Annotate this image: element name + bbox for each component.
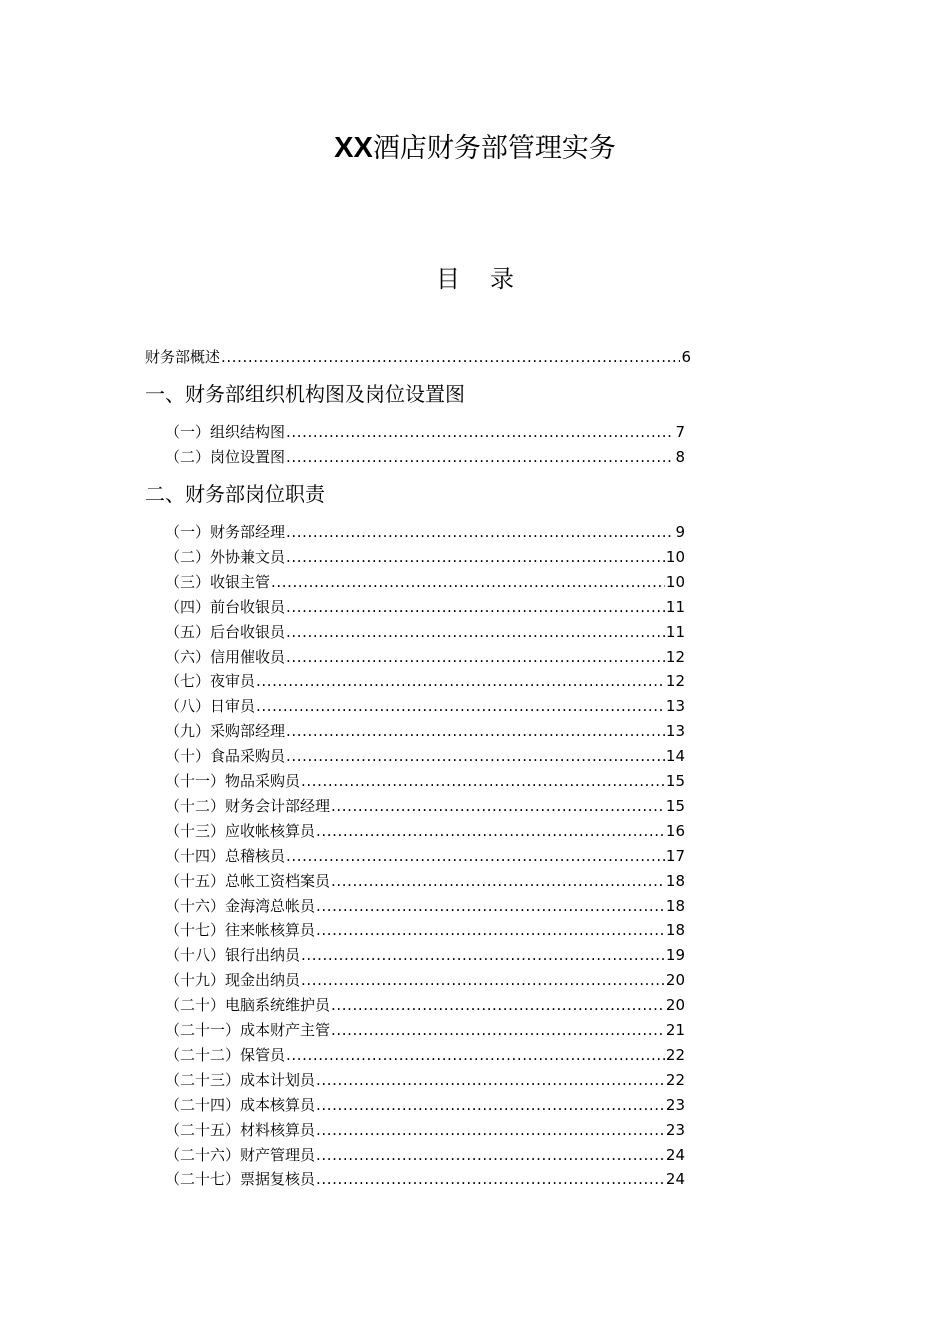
toc-page-number: 21 <box>665 1021 685 1039</box>
toc-page-number: 13 <box>665 722 685 741</box>
toc-entry-label: （二十）电脑系统维护员 <box>165 996 331 1015</box>
toc-dot-leader <box>331 1020 665 1040</box>
toc-dot-leader <box>316 1120 665 1140</box>
toc-dot-leader <box>316 920 665 940</box>
toc-entry[interactable] <box>165 995 685 1015</box>
toc-entry[interactable] <box>165 896 685 916</box>
toc-page-number: 9 <box>675 523 685 541</box>
toc-dot-leader <box>316 821 665 841</box>
toc-entry[interactable] <box>165 1045 685 1065</box>
toc-entry[interactable] <box>165 970 685 990</box>
toc-dot-leader <box>331 796 665 816</box>
toc-page-number: 10 <box>665 547 685 566</box>
toc-entry[interactable] <box>165 671 685 691</box>
toc-entry-label: （一）组织结构图 <box>165 423 286 441</box>
toc-entry-label: （十八）银行出纳员 <box>165 946 301 965</box>
toc-entry[interactable] <box>165 1120 685 1140</box>
toc-page-number: 19 <box>665 946 685 965</box>
toc-page-number: 18 <box>665 896 685 915</box>
toc-section-heading-2[interactable]: 二、财务部岗位职责 <box>145 482 325 506</box>
toc-entry-label: （五）后台收银员 <box>165 622 286 641</box>
toc-entry-label: （二十六）财产管理员 <box>165 1145 316 1164</box>
toc-page-number: 20 <box>665 996 685 1015</box>
toc-entry-label: （二十三）成本计划员 <box>165 1070 316 1089</box>
toc-entry[interactable] <box>165 547 685 567</box>
toc-page-number: 15 <box>665 772 685 790</box>
toc-entry-label: （一）财务部经理 <box>165 523 286 541</box>
toc-page-number: 12 <box>665 672 685 691</box>
toc-entry-label: （十六）金海湾总帐员 <box>165 896 316 915</box>
toc-dot-leader <box>286 746 665 766</box>
toc-entry[interactable] <box>165 1145 685 1165</box>
toc-entry-label: （二）岗位设置图 <box>165 448 286 466</box>
toc-dot-leader <box>256 671 665 691</box>
toc-entry-label: （二十四）成本核算员 <box>165 1095 316 1114</box>
toc-dot-leader <box>316 1070 665 1090</box>
toc-entry-overview[interactable] <box>145 347 691 367</box>
toc-dot-leader <box>286 597 665 617</box>
toc-entry[interactable] <box>165 622 685 642</box>
toc-entry[interactable] <box>165 721 685 741</box>
toc-entry-label: （四）前台收银员 <box>165 597 286 616</box>
toc-entry-label: （二十二）保管员 <box>165 1045 286 1064</box>
toc-entry[interactable] <box>165 871 685 891</box>
toc-entry-label: （十）食品采购员 <box>165 747 286 766</box>
toc-dot-leader <box>301 771 665 791</box>
toc-dot-leader <box>286 721 665 741</box>
toc-entry-label: （七）夜审员 <box>165 672 256 691</box>
toc-entry-label: （二十一）成本财产主管 <box>165 1021 331 1039</box>
toc-entry-label: （十四）总稽核员 <box>165 846 286 865</box>
toc-page-number: 24 <box>665 1170 685 1189</box>
document-title-text: 酒店财务部管理实务 <box>372 133 616 164</box>
toc-dot-leader <box>316 1145 665 1165</box>
toc-dot-leader <box>331 871 665 891</box>
toc-entry[interactable] <box>165 597 685 617</box>
toc-dot-leader <box>221 347 680 367</box>
toc-dot-leader <box>286 447 674 467</box>
toc-page-number: 10 <box>665 572 685 591</box>
toc-dot-leader <box>316 1169 665 1189</box>
toc-dot-leader <box>286 522 674 542</box>
toc-entry-label: （三）收银主管 <box>165 572 271 591</box>
toc-entry[interactable] <box>165 796 685 816</box>
toc-dot-leader <box>286 1045 665 1065</box>
toc-entry-label: 财务部概述 <box>145 348 221 366</box>
toc-entry[interactable] <box>165 522 685 542</box>
toc-page-number: 17 <box>665 846 685 865</box>
toc-dot-leader <box>331 995 665 1015</box>
toc-dot-leader <box>256 696 665 716</box>
toc-entry-label: （九）采购部经理 <box>165 722 286 741</box>
toc-dot-leader <box>286 547 665 567</box>
toc-page-number: 18 <box>665 871 685 890</box>
toc-page-number: 20 <box>665 971 685 990</box>
toc-entry[interactable] <box>165 1070 685 1090</box>
toc-page-number: 13 <box>665 697 685 716</box>
toc-entry-label: （十五）总帐工资档案员 <box>165 871 331 890</box>
toc-page-number: 18 <box>665 921 685 940</box>
toc-dot-leader <box>286 622 665 642</box>
toc-page-number: 23 <box>665 1120 685 1139</box>
toc-section-heading-1[interactable]: 一、财务部组织机构图及岗位设置图 <box>145 382 465 406</box>
toc-dot-leader <box>286 647 665 667</box>
toc-dot-leader <box>316 1095 665 1115</box>
toc-page-number: 6 <box>681 348 691 366</box>
toc-page-number: 15 <box>665 796 685 815</box>
toc-dot-leader <box>301 970 665 990</box>
toc-entry[interactable] <box>165 920 685 940</box>
toc-entry[interactable] <box>165 1169 685 1189</box>
document-title <box>0 128 950 169</box>
toc-entry-label: （十七）往来帐核算员 <box>165 921 316 940</box>
toc-entry[interactable] <box>165 696 685 716</box>
toc-page-number: 22 <box>665 1045 685 1064</box>
toc-dot-leader <box>271 572 665 592</box>
toc-page-number: 16 <box>665 821 685 840</box>
toc-entry[interactable] <box>165 447 685 467</box>
toc-entry[interactable] <box>165 771 685 791</box>
toc-page-number: 8 <box>675 448 685 466</box>
toc-page-number: 23 <box>665 1095 685 1114</box>
toc-entry[interactable] <box>165 1020 685 1040</box>
toc-entry-label: （二）外协兼文员 <box>165 547 286 566</box>
toc-entry[interactable] <box>165 422 685 442</box>
toc-entry-label: （十三）应收帐核算员 <box>165 821 316 840</box>
toc-page-number: 11 <box>665 622 685 641</box>
toc-page-number: 14 <box>665 747 685 766</box>
toc-entry-label: （六）信用催收员 <box>165 647 286 666</box>
document-title-brand: XX <box>334 132 373 164</box>
toc-entry[interactable] <box>165 647 685 667</box>
toc-dot-leader <box>316 896 665 916</box>
toc-dot-leader <box>286 846 665 866</box>
toc-entry[interactable] <box>165 821 685 841</box>
toc-entry-label: （二十七）票据复核员 <box>165 1170 316 1189</box>
toc-dot-leader <box>301 945 665 965</box>
toc-entry[interactable] <box>165 945 685 965</box>
toc-page-number: 12 <box>665 647 685 666</box>
toc-entry[interactable] <box>165 846 685 866</box>
toc-entry-label: （十九）现金出纳员 <box>165 971 301 990</box>
toc-entry-label: （八）日审员 <box>165 697 256 716</box>
toc-entry-label: （十二）财务会计部经理 <box>165 796 331 815</box>
toc-page-number: 22 <box>665 1070 685 1089</box>
toc-page-number: 24 <box>665 1145 685 1164</box>
toc-entry-label: （十一）物品采购员 <box>165 772 301 790</box>
toc-heading: 目录 <box>436 265 544 293</box>
toc-entry[interactable] <box>165 746 685 766</box>
toc-entry[interactable] <box>165 572 685 592</box>
toc-page-number: 7 <box>675 423 685 441</box>
toc-page-number: 11 <box>665 597 685 616</box>
toc-dot-leader <box>286 422 674 442</box>
toc-entry-label: （二十五）材料核算员 <box>165 1120 316 1139</box>
toc-entry[interactable] <box>165 1095 685 1115</box>
